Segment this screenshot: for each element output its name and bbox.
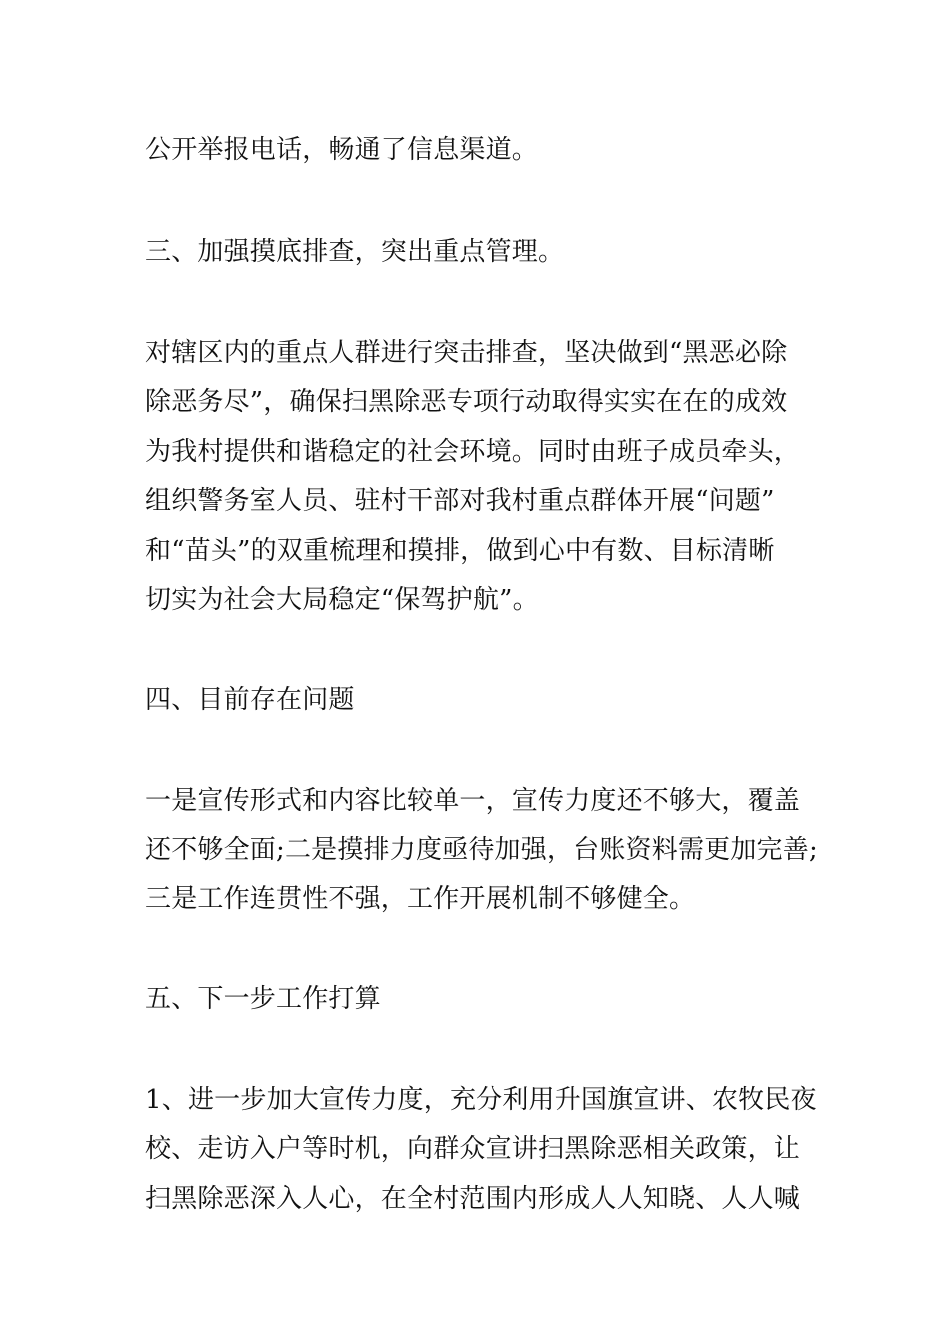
text-line: 对辖区内的重点人群进行突击排查，坚决做到“黑恶必除	[145, 338, 788, 368]
text-line: 1、进一步加大宣传力度，充分利用升国旗宣讲、农牧民夜	[145, 1085, 817, 1115]
text-line: 还不够全面;二是摸排力度亟待加强，台账资料需更加完善;	[145, 835, 818, 865]
section-heading: 五、下一步工作打算	[145, 984, 381, 1014]
section-heading: 四、目前存在问题	[145, 685, 355, 715]
text-line: 组织警务室人员、驻村干部对我村重点群体开展“问题”	[145, 486, 775, 516]
text-line: 一是宣传形式和内容比较单一，宣传力度还不够大，覆盖	[145, 786, 801, 816]
section-heading: 三、加强摸底排查，突出重点管理。	[145, 237, 565, 267]
text-line: 除恶务尽”，确保扫黑除恶专项行动取得实实在在的成效	[145, 387, 788, 417]
text-line: 切实为社会大局稳定“保驾护航”。	[145, 585, 539, 615]
text-line: 公开举报电话，畅通了信息渠道。	[145, 135, 539, 165]
text-line: 三是工作连贯性不强，工作开展机制不够健全。	[145, 884, 696, 914]
text-line: 扫黑除恶深入人心，在全村范围内形成人人知晓、人人喊	[145, 1184, 801, 1214]
text-line: 校、走访入户等时机，向群众宣讲扫黑除恶相关政策，让	[145, 1134, 801, 1164]
text-line: 和“苗头”的双重梳理和摸排，做到心中有数、目标清晰	[145, 536, 775, 566]
text-line: 为我村提供和谐稳定的社会环境。同时由班子成员牵头，	[145, 437, 801, 467]
